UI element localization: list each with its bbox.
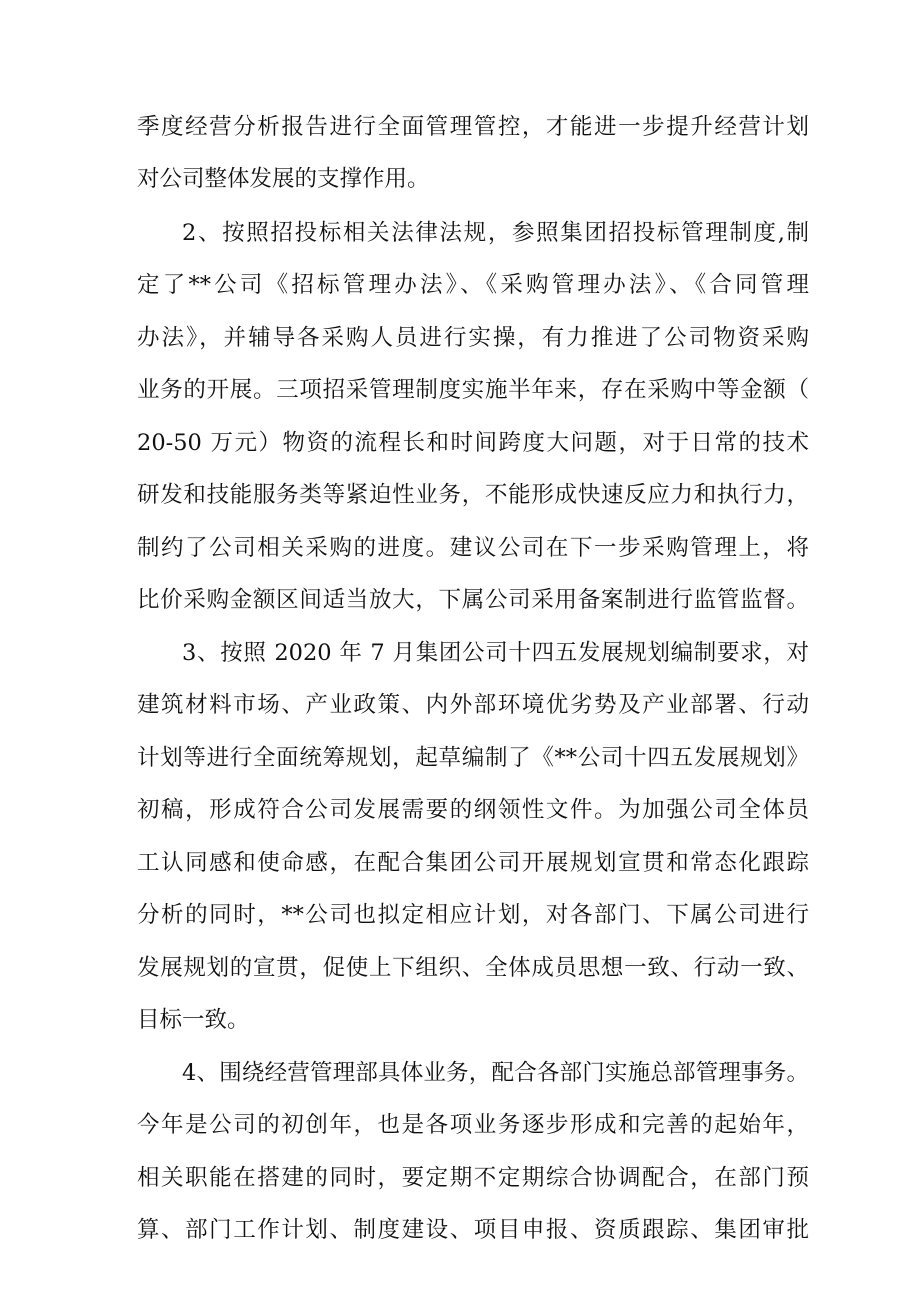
- text-line: 相关职能在搭建的同时，要定期不定期综合协调配合，在部门预: [137, 1165, 809, 1191]
- text-line: 业务的开展。三项招采管理制度实施半年来，存在采购中等金额（: [137, 377, 809, 403]
- text-line: 分析的同时，**公司也拟定相应计划，对各部门、下属公司进行: [137, 902, 809, 928]
- text-line: 工认同感和使命感，在配合集团公司开展规划宣贯和常态化跟踪: [137, 850, 809, 876]
- text-line: 定了**公司《招标管理办法》、《采购管理办法》、《合同管理: [137, 272, 809, 298]
- text-line: 研发和技能服务类等紧迫性业务，不能形成快速反应力和执行力，: [137, 482, 809, 508]
- text-line: 比价采购金额区间适当放大，下属公司采用备案制进行监管监督。: [137, 587, 809, 613]
- text-line: 制约了公司相关采购的进度。建议公司在下一步采购管理上，将: [137, 535, 809, 561]
- text-line: 季度经营分析报告进行全面管理管控，才能进一步提升经营计划: [137, 114, 809, 140]
- text-line: 算、部门工作计划、制度建设、项目申报、资质跟踪、集团审批: [137, 1217, 809, 1243]
- text-line: 初稿，形成符合公司发展需要的纲领性文件。为加强公司全体员: [137, 797, 809, 823]
- text-line: 对公司整体发展的支撑作用。: [137, 166, 430, 192]
- text-line: 4、围绕经营管理部具体业务，配合各部门实施总部管理事务。: [182, 1060, 809, 1086]
- text-line: 20-50 万元）物资的流程长和时间跨度大问题，对于日常的技术: [137, 430, 809, 456]
- text-line: 计划等进行全面统筹规划，起草编制了《**公司十四五发展规划》: [137, 745, 809, 771]
- text-line: 3、按照 2020 年 7 月集团公司十四五发展规划编制要求，对: [182, 640, 809, 666]
- text-line: 今年是公司的初创年，也是各项业务逐步形成和完善的起始年，: [137, 1112, 809, 1138]
- text-line: 建筑材料市场、产业政策、内外部环境优劣势及产业部署、行动: [137, 692, 809, 718]
- text-line: 目标一致。: [137, 1007, 250, 1033]
- text-line: 2、按照招投标相关法律法规，参照集团招投标管理制度,制: [182, 220, 809, 246]
- text-line: 发展规划的宣贯，促使上下组织、全体成员思想一致、行动一致、: [137, 955, 809, 981]
- text-line: 办法》，并辅导各采购人员进行实操，有力推进了公司物资采购: [137, 325, 809, 351]
